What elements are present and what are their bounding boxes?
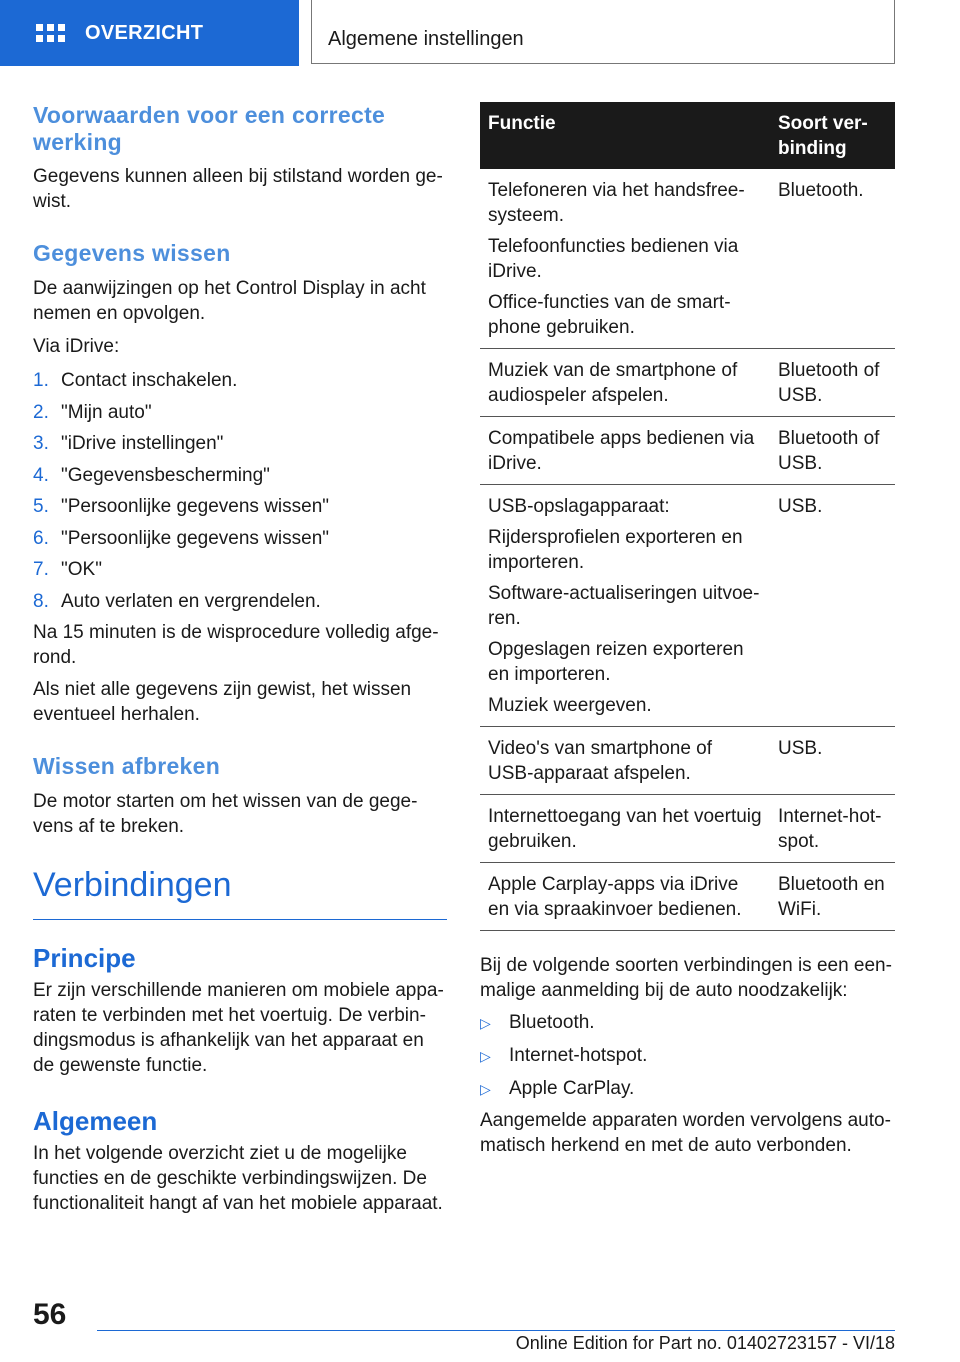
function-text: Muziek weergeven. [488,695,652,716]
table-row [480,169,895,349]
connection-cell: Internet-hotspot. [770,795,895,863]
bullet-text: Internet-hotspot. [509,1045,648,1066]
bullet-item [480,1076,895,1102]
step-number: 3. [33,433,49,454]
function-text: Office-functies van de smartphone gebruiken. [488,292,731,338]
abort-heading: Wissen afbreken [33,752,221,779]
function-text: Opgeslagen reizen exporteren en importeren. [488,639,744,685]
triangle-bullet-icon: ▷ [480,1015,491,1031]
step-text: "iDrive instellingen" [61,433,224,454]
triangle-bullet-icon: ▷ [480,1081,491,1097]
right-column [480,102,895,1158]
principle-text: Er zijn verschillende manieren om mobiele apparaten te verbinden met het voertuig. De verbindingsmodus is afhankelijk van het apparaat en de gewenste functie. [33,979,444,1076]
left-column [33,102,447,1216]
connection-table [480,102,895,931]
table-header-connection: Soort verbinding [770,102,895,169]
step-text: "Persoonlijke gegevens wissen" [61,496,330,517]
connection-cell: Bluetooth en WiFi. [770,863,895,931]
table-row [480,349,895,417]
connections-heading: Verbindingen [33,865,232,904]
function-cell [480,727,770,795]
connection-cell: Bluetooth. [770,169,895,349]
step-text: "Persoonlijke gegevens wissen" [61,527,330,549]
triangle-bullet-icon: ▷ [480,1048,491,1064]
delete-heading: Gegevens wissen [33,240,231,266]
step-text: "Mijn auto" [61,401,152,423]
page-header [0,0,960,66]
conditions-text: Gegevens kunnen alleen bij stilstand worden gewist. [33,166,443,212]
function-text: Telefoonfuncties bedienen via iDrive. [488,236,739,282]
closing-text: Aangemelde apparaten worden vervolgens automatisch herkend en met de auto verbonden. [480,1110,891,1156]
footer-divider [97,1330,895,1331]
function-text: Compatibele apps bedienen via iDrive. [488,428,755,474]
function-text: USB-opslagapparaat: [488,496,670,517]
bullet-text: Bluetooth. [509,1012,595,1033]
page-number: 56 [33,1298,67,1331]
step-item [33,368,447,393]
table-row [480,417,895,485]
via-idrive-text: Via iDrive: [33,336,120,357]
function-text: Apple Carplay-apps via iDrive en via spraakinvoer bedienen. [488,874,742,920]
step-item [33,526,447,551]
function-text: Internettoegang van het voertuig gebruiken. [488,806,762,852]
steps-list [33,368,447,614]
registration-text: Bij de volgende soorten verbindingen is een eenmalige aanmelding bij de auto noodzakelijk: [480,955,892,1001]
table-row [480,863,895,931]
step-number: 6. [33,527,49,549]
step-text: "Gegevensbescherming" [61,464,270,486]
bullet-item [480,1010,895,1036]
table-header-row [480,102,895,169]
function-cell [480,417,770,485]
table-row [480,727,895,795]
function-cell [480,349,770,417]
grid-menu-icon [36,24,65,42]
breadcrumb: Algemene instellingen [311,0,895,64]
general-text: In het volgende overzicht ziet u de mogelijke functies en de geschikte verbindingswijzen. De functionaliteit hangt af van het mobiele apparaat. [33,1142,443,1214]
principle-heading: Principe [33,942,136,973]
overview-label: OVERZICHT [85,21,204,44]
overview-button[interactable] [0,0,299,66]
bullet-item [480,1043,895,1069]
table-header-function: Functie [480,102,770,169]
step-item [33,589,447,614]
function-cell [480,169,770,349]
step-number: 8. [33,590,49,612]
step-item [33,400,447,425]
step-text: Auto verlaten en vergrendelen. [61,590,321,612]
step-text: "OK" [61,559,102,580]
abort-text: De motor starten om het wissen van de gegevens af te breken. [33,790,418,837]
function-text: Video's van smartphone of USB-apparaat afspelen. [488,738,713,784]
function-cell [480,485,770,727]
connection-cell: USB. [770,727,895,795]
step-number: 1. [33,370,49,391]
step-number: 4. [33,464,49,486]
after-text-1: Na 15 minuten is de wisprocedure volledig afgerond. [33,621,439,668]
connections-heading-block [33,865,447,920]
step-number: 5. [33,496,49,517]
function-text: Software-actualiseringen uitvoeren. [488,583,760,629]
function-cell [480,863,770,931]
delete-intro: De aanwijzingen op het Control Display in acht nemen en opvolgen. [33,278,426,324]
step-number: 2. [33,401,49,423]
table-row [480,485,895,727]
general-heading: Algemeen [33,1105,158,1136]
bullet-text: Apple CarPlay. [509,1078,635,1099]
after-text-2: Als niet alle gegevens zijn gewist, het wissen eventueel herhalen. [33,678,412,725]
table-row [480,795,895,863]
connection-cell: Bluetooth of USB. [770,349,895,417]
step-item [33,494,447,519]
conditions-heading: Voorwaarden voor een correcte werking [33,102,386,155]
step-item [33,557,447,582]
connection-cell: Bluetooth of USB. [770,417,895,485]
function-text: Rijdersprofielen exporteren en importeren. [488,527,743,573]
step-number: 7. [33,559,49,580]
function-cell [480,795,770,863]
footer-edition-text: Online Edition for Part no. 01402723157 - VI/18 [515,1333,895,1353]
step-item [33,463,447,488]
bullet-list [480,1010,895,1102]
step-text: Contact inschakelen. [61,370,238,391]
connection-cell: USB. [770,485,895,727]
function-text: Muziek van de smartphone of audiospeler afspelen. [488,360,738,406]
step-item [33,431,447,456]
function-text: Telefoneren via het handsfreesysteem. [488,180,745,226]
